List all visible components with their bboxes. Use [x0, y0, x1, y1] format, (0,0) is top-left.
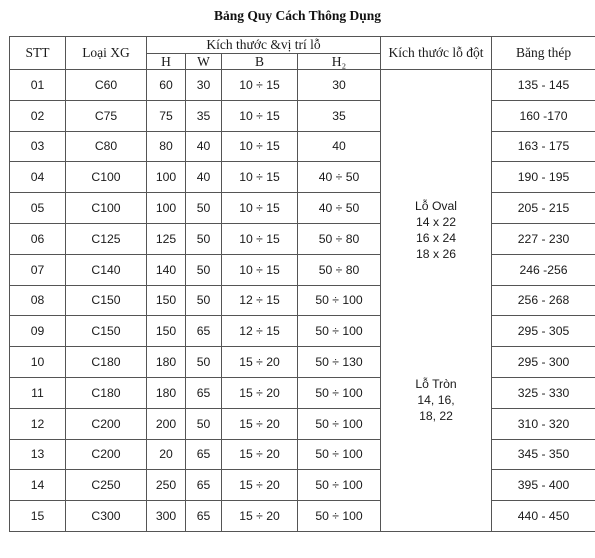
- cell-w: 65: [186, 470, 222, 501]
- cell-type: C250: [66, 470, 147, 501]
- cell-strip: 325 - 330: [492, 377, 595, 408]
- cell-b: 10 ÷ 15: [222, 223, 298, 254]
- header-dims: Kích thước &vị trí lỗ: [147, 37, 381, 54]
- cell-h2: 50 ÷ 100: [298, 501, 381, 532]
- cell-h2: 40 ÷ 50: [298, 193, 381, 224]
- header-strip: Băng thép: [492, 37, 595, 70]
- cell-w: 50: [186, 223, 222, 254]
- cell-type: C75: [66, 100, 147, 131]
- oval-hole-size: 18 x 26: [416, 247, 456, 261]
- table-row: [10, 408, 595, 439]
- cell-strip: 205 - 215: [492, 193, 595, 224]
- cell-h: 60: [147, 70, 186, 101]
- cell-stt: 04: [10, 162, 66, 193]
- cell-b: 12 ÷ 15: [222, 316, 298, 347]
- oval-hole-size: 16 x 24: [416, 231, 456, 245]
- cell-h: 200: [147, 408, 186, 439]
- cell-strip: 345 - 350: [492, 439, 595, 470]
- cell-h: 150: [147, 285, 186, 316]
- cell-b: 10 ÷ 15: [222, 193, 298, 224]
- header-type: Loại XG: [66, 37, 147, 70]
- cell-strip: 440 - 450: [492, 501, 595, 532]
- table-body: [10, 70, 595, 532]
- cell-w: 50: [186, 254, 222, 285]
- cell-stt: 14: [10, 470, 66, 501]
- cell-stt: 13: [10, 439, 66, 470]
- table-row: [10, 70, 595, 101]
- cell-w: 65: [186, 501, 222, 532]
- cell-h2: 50 ÷ 100: [298, 377, 381, 408]
- cell-strip: 163 - 175: [492, 131, 595, 162]
- cell-type: C300: [66, 501, 147, 532]
- cell-b: 10 ÷ 15: [222, 131, 298, 162]
- cell-h: 100: [147, 193, 186, 224]
- cell-type: C150: [66, 316, 147, 347]
- cell-b: 10 ÷ 15: [222, 100, 298, 131]
- cell-w: 35: [186, 100, 222, 131]
- cell-strip: 295 - 305: [492, 316, 595, 347]
- header-w: W: [186, 54, 222, 70]
- cell-strip: 160 -170: [492, 100, 595, 131]
- cell-stt: 08: [10, 285, 66, 316]
- cell-b: 15 ÷ 20: [222, 347, 298, 378]
- cell-stt: 05: [10, 193, 66, 224]
- round-hole-size: 14, 16,: [417, 393, 455, 407]
- cell-stt: 02: [10, 100, 66, 131]
- cell-b: 15 ÷ 20: [222, 408, 298, 439]
- cell-stt: 07: [10, 254, 66, 285]
- cell-type: C180: [66, 377, 147, 408]
- cell-stt: 10: [10, 347, 66, 378]
- table-row: [10, 223, 595, 254]
- cell-h: 250: [147, 470, 186, 501]
- cell-w: 50: [186, 408, 222, 439]
- oval-hole-title: Lỗ Oval: [415, 199, 458, 213]
- cell-b: 10 ÷ 15: [222, 254, 298, 285]
- cell-h: 125: [147, 223, 186, 254]
- cell-w: 50: [186, 193, 222, 224]
- cell-type: C140: [66, 254, 147, 285]
- cell-h: 180: [147, 377, 186, 408]
- cell-w: 65: [186, 439, 222, 470]
- cell-h2: 40: [298, 131, 381, 162]
- header-h: H: [147, 54, 186, 70]
- cell-h2: 30: [298, 70, 381, 101]
- table-title: Bảng Quy Cách Thông Dụng: [213, 8, 382, 23]
- table-row: [10, 193, 595, 224]
- cell-stt: 01: [10, 70, 66, 101]
- cell-strip: 395 - 400: [492, 470, 595, 501]
- table-row: [10, 439, 595, 470]
- cell-type: C100: [66, 193, 147, 224]
- cell-strip: 256 - 268: [492, 285, 595, 316]
- oval-hole-size: 14 x 22: [416, 215, 456, 229]
- cell-h: 300: [147, 501, 186, 532]
- table-row: [10, 501, 595, 532]
- cell-b: 15 ÷ 20: [222, 377, 298, 408]
- cell-w: 65: [186, 377, 222, 408]
- cell-type: C80: [66, 131, 147, 162]
- cell-type: C180: [66, 347, 147, 378]
- punch-spacer: [381, 262, 491, 376]
- cell-strip: 135 - 145: [492, 70, 595, 101]
- table-row: [10, 131, 595, 162]
- cell-h2: 50 ÷ 100: [298, 470, 381, 501]
- table-row: [10, 347, 595, 378]
- cell-strip: 295 - 300: [492, 347, 595, 378]
- cell-h: 150: [147, 316, 186, 347]
- table-row: [10, 316, 595, 347]
- cell-w: 50: [186, 347, 222, 378]
- cell-stt: 12: [10, 408, 66, 439]
- cell-h2: 35: [298, 100, 381, 131]
- table-row: [10, 162, 595, 193]
- cell-h2: 40 ÷ 50: [298, 162, 381, 193]
- table-row: [10, 285, 595, 316]
- table-row: [10, 254, 595, 285]
- cell-b: 10 ÷ 15: [222, 162, 298, 193]
- cell-h2: 50 ÷ 100: [298, 408, 381, 439]
- cell-h2: 50 ÷ 100: [298, 316, 381, 347]
- cell-b: 10 ÷ 15: [222, 70, 298, 101]
- cell-h2: 50 ÷ 80: [298, 223, 381, 254]
- cell-stt: 03: [10, 131, 66, 162]
- cell-type: C125: [66, 223, 147, 254]
- cell-h2: 50 ÷ 130: [298, 347, 381, 378]
- cell-w: 50: [186, 285, 222, 316]
- cell-w: 30: [186, 70, 222, 101]
- header-punch: Kích thước lỗ đột: [381, 37, 492, 70]
- cell-stt: 06: [10, 223, 66, 254]
- header-b: B: [222, 54, 298, 70]
- round-hole-title: Lỗ Tròn: [415, 377, 457, 391]
- cell-b: 15 ÷ 20: [222, 470, 298, 501]
- cell-type: C100: [66, 162, 147, 193]
- cell-type: C200: [66, 408, 147, 439]
- header-h2: H₂: [298, 54, 381, 70]
- cell-w: 40: [186, 162, 222, 193]
- cell-stt: 15: [10, 501, 66, 532]
- spec-table: [9, 36, 595, 532]
- cell-h: 80: [147, 131, 186, 162]
- cell-h2: 50 ÷ 100: [298, 285, 381, 316]
- cell-strip: 310 - 320: [492, 408, 595, 439]
- cell-h: 140: [147, 254, 186, 285]
- cell-w: 40: [186, 131, 222, 162]
- cell-h2: 50 ÷ 100: [298, 439, 381, 470]
- cell-b: 15 ÷ 20: [222, 439, 298, 470]
- cell-w: 65: [186, 316, 222, 347]
- cell-stt: 09: [10, 316, 66, 347]
- punch-size-cell: [381, 70, 492, 532]
- cell-type: C200: [66, 439, 147, 470]
- cell-b: 15 ÷ 20: [222, 501, 298, 532]
- cell-h2: 50 ÷ 80: [298, 254, 381, 285]
- cell-h: 180: [147, 347, 186, 378]
- table-row: [10, 100, 595, 131]
- cell-b: 12 ÷ 15: [222, 285, 298, 316]
- table-row: [10, 470, 595, 501]
- cell-strip: 246 -256: [492, 254, 595, 285]
- cell-h: 75: [147, 100, 186, 131]
- round-hole-size: 18, 22: [419, 409, 453, 423]
- cell-strip: 190 - 195: [492, 162, 595, 193]
- cell-strip: 227 - 230: [492, 223, 595, 254]
- cell-type: C150: [66, 285, 147, 316]
- cell-h: 100: [147, 162, 186, 193]
- cell-h: 20: [147, 439, 186, 470]
- cell-stt: 11: [10, 377, 66, 408]
- cell-type: C60: [66, 70, 147, 101]
- header-stt: STT: [10, 37, 66, 70]
- table-row: [10, 377, 595, 408]
